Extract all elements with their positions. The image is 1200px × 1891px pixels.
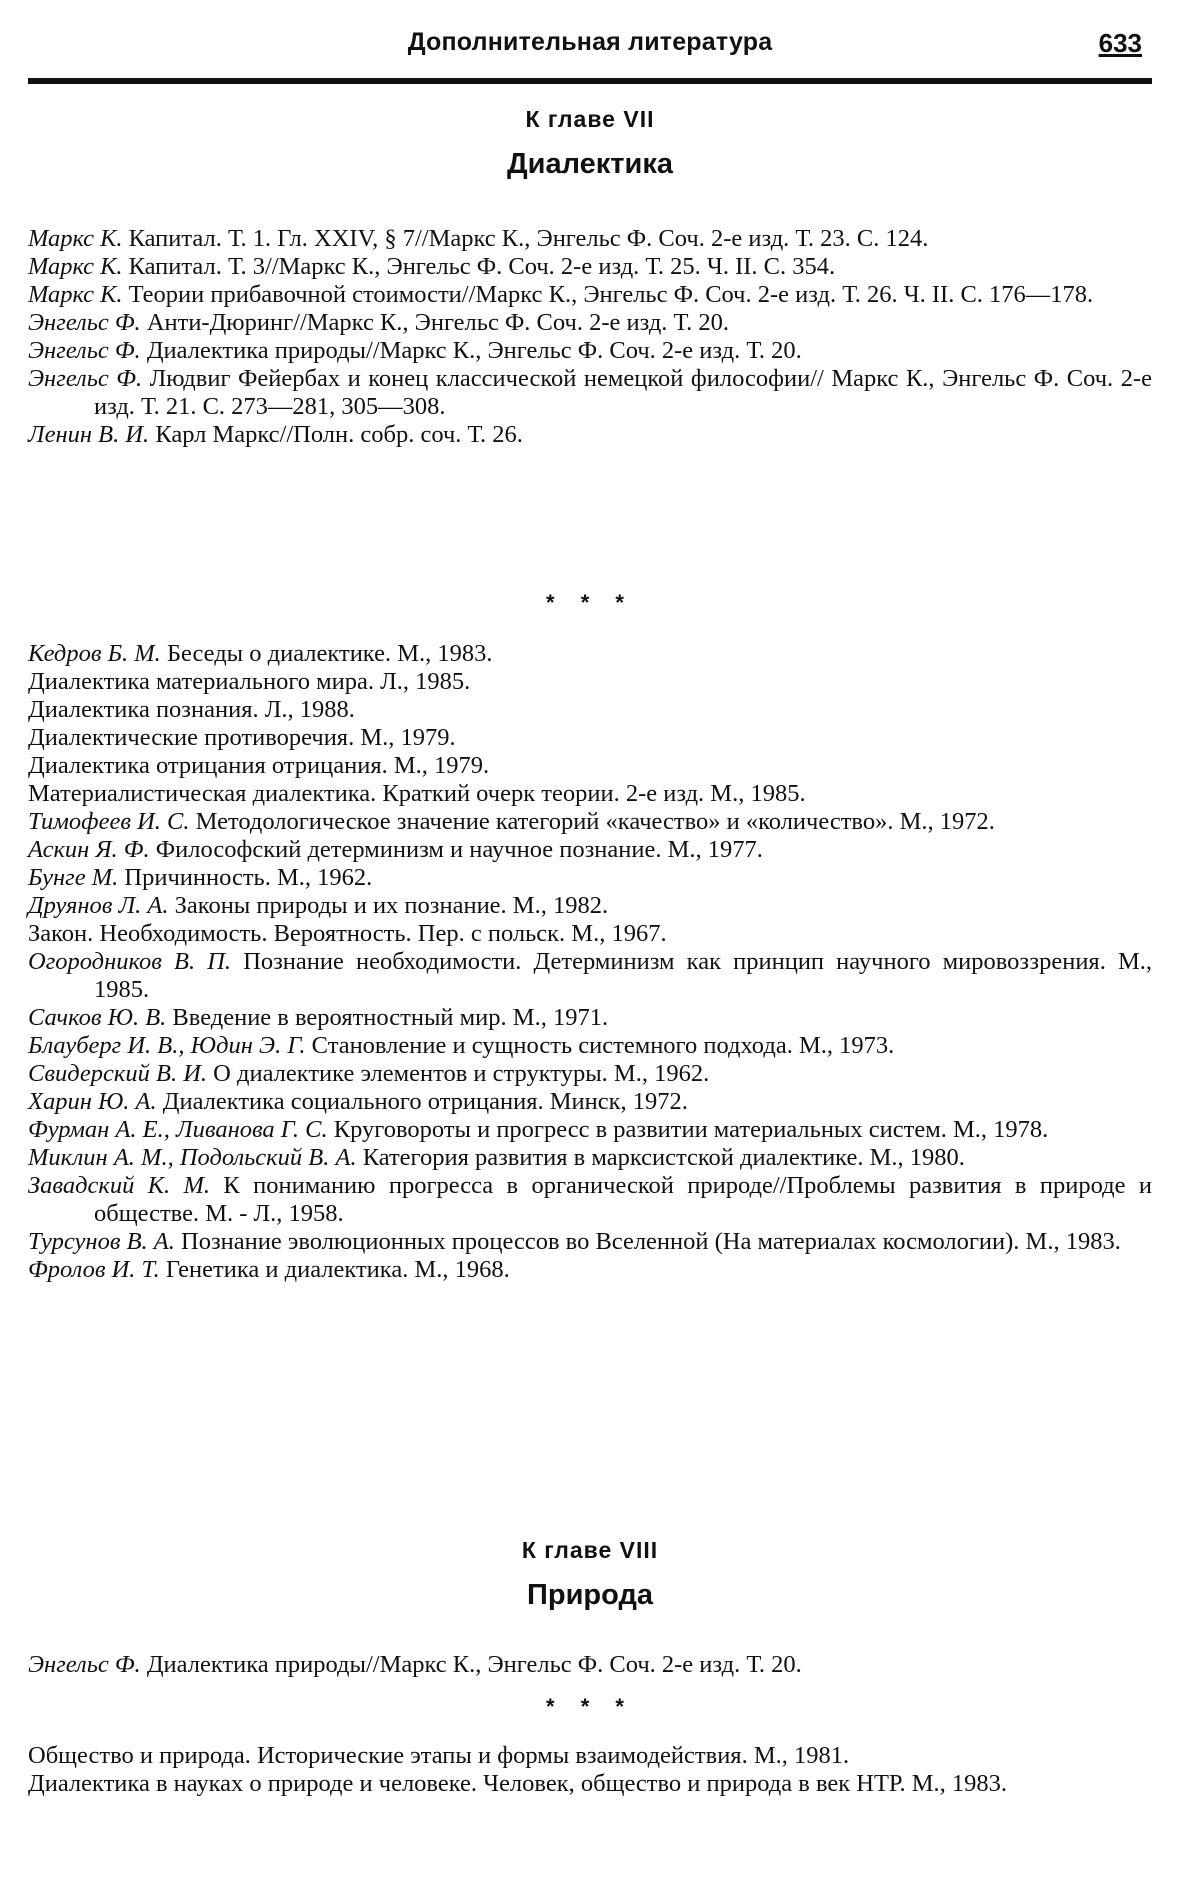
entry-text: Закон. Необходимость. Вероятность. Пер. с польск. М., 1967. bbox=[28, 920, 667, 947]
entry-author: Маркс К. bbox=[28, 281, 123, 308]
entry-text: Диалектика материального мира. Л., 1985. bbox=[28, 668, 471, 695]
bibliography-entry bbox=[28, 920, 1152, 948]
entry-author: Энгельс Ф. bbox=[28, 365, 143, 392]
bibliography-entry bbox=[28, 724, 1152, 752]
entry-text: Диалектика природы//Маркс К., Энгельс Ф. Соч. 2-е изд. Т. 20. bbox=[140, 337, 802, 364]
bibliography-entry bbox=[28, 668, 1152, 696]
bibliography-entry bbox=[28, 281, 1152, 309]
entry-text: Генетика и диалектика. М., 1968. bbox=[159, 1256, 510, 1283]
entry-author: Кедров Б. М. bbox=[28, 640, 161, 667]
entry-author: Миклин А. М., Подольский В. А. bbox=[28, 1144, 357, 1171]
chapter-8-secondary-list bbox=[28, 1742, 1152, 1798]
entry-text: Диалектика в науках о природе и человеке. Человек, общество и природа в век НТР. М., 1983. bbox=[28, 1770, 1008, 1797]
entry-text: Диалектика отрицания отрицания. М., 1979. bbox=[28, 752, 490, 779]
bibliography-entry bbox=[28, 780, 1152, 808]
entry-text: О диалектике элементов и структуры. М., 1962. bbox=[207, 1060, 710, 1087]
entry-author: Энгельс Ф. bbox=[28, 1651, 141, 1678]
entry-author: Свидерский В. И. bbox=[28, 1060, 208, 1087]
bibliography-entry bbox=[28, 1256, 1152, 1284]
entry-text: Беседы о диалектике. М., 1983. bbox=[160, 640, 493, 667]
entry-text: Людвиг Фейербах и конец классической немецкой философии// Маркс К., Энгельс Ф. Соч. 2-е изд. Т. 21. С. 273—281, 305—308. bbox=[94, 365, 1152, 420]
entry-author: Тимофеев И. С. bbox=[28, 808, 190, 835]
entry-text: Становление и сущность системного подхода. М., 1973. bbox=[305, 1032, 895, 1059]
bibliography-entry bbox=[28, 1742, 1152, 1770]
chapter-8-label: К главе VIII bbox=[521, 1537, 659, 1563]
entry-text: Круговороты и прогресс в развитии материальных систем. М., 1978. bbox=[327, 1116, 1049, 1143]
chapter-7-label: К главе VII bbox=[525, 106, 655, 132]
entry-text: Введение в вероятностный мир. М., 1971. bbox=[166, 1004, 609, 1031]
entry-text: Карл Маркс//Полн. собр. соч. Т. 26. bbox=[149, 421, 523, 448]
entry-text: Познание эволюционных процессов во Вселенной (На материалах космологии). М., 1983. bbox=[174, 1228, 1121, 1255]
chapter-8-primary-list bbox=[28, 1651, 1152, 1679]
section-divider-stars: * * * bbox=[546, 590, 634, 615]
entry-author: Энгельс Ф. bbox=[28, 309, 141, 336]
entry-author: Друянов Л. А. bbox=[28, 892, 169, 919]
bibliography-entry bbox=[28, 836, 1152, 864]
bibliography-entry bbox=[28, 1228, 1152, 1256]
entry-text: Диалектика природы//Маркс К., Энгельс Ф. Соч. 2-е изд. Т. 20. bbox=[140, 1651, 802, 1678]
entry-text: Методологическое значение категорий «качество» и «количество». М., 1972. bbox=[189, 808, 995, 835]
entry-author: Фролов И. Т. bbox=[28, 1256, 160, 1283]
page-number: 633 bbox=[1098, 28, 1142, 58]
chapter-8-title: Природа bbox=[527, 1579, 653, 1611]
entry-text: Капитал. Т. 3//Маркс К., Энгельс Ф. Соч. 2-е изд. Т. 25. Ч. II. С. 354. bbox=[122, 253, 836, 280]
entry-text: Материалистическая диалектика. Краткий очерк теории. 2-е изд. М., 1985. bbox=[28, 780, 806, 807]
entry-text: К пониманию прогресса в органической природе//Проблемы развития в природе и обществе. М. - Л., 1958. bbox=[94, 1172, 1152, 1227]
entry-author: Бунге М. bbox=[28, 864, 119, 891]
bibliography-entry bbox=[28, 337, 1152, 365]
bibliography-entry bbox=[28, 1116, 1152, 1144]
bibliography-entry bbox=[28, 225, 1152, 253]
entry-author: Фурман А. Е., Ливанова Г. С. bbox=[28, 1116, 328, 1143]
bibliography-entry bbox=[28, 253, 1152, 281]
entry-text: Диалектика познания. Л., 1988. bbox=[28, 696, 355, 723]
entry-text: Теории прибавочной стоимости//Маркс К., Энгельс Ф. Соч. 2-е изд. Т. 26. Ч. II. С. 176—178. bbox=[122, 281, 1094, 308]
bibliography-entry bbox=[28, 1032, 1152, 1060]
bibliography-entry bbox=[28, 365, 1152, 421]
entry-author: Турсунов В. А. bbox=[28, 1228, 175, 1255]
entry-author: Ленин В. И. bbox=[28, 421, 150, 448]
entry-text: Общество и природа. Исторические этапы и формы взаимодействия. М., 1981. bbox=[28, 1742, 850, 1769]
entry-author: Завадский К. М. bbox=[28, 1172, 211, 1199]
bibliography-entry bbox=[28, 421, 1152, 449]
bibliography-entry bbox=[28, 309, 1152, 337]
entry-text: Категория развития в марксистской диалектике. М., 1980. bbox=[356, 1144, 965, 1171]
section-divider-stars: * * * bbox=[546, 1694, 634, 1719]
entry-author: Блауберг И. В., Юдин Э. Г. bbox=[28, 1032, 306, 1059]
bibliography-entry bbox=[28, 1770, 1152, 1798]
running-head bbox=[28, 22, 1152, 60]
header-rule bbox=[28, 78, 1152, 84]
chapter-7-primary-list bbox=[28, 225, 1152, 449]
entry-text: Философский детерминизм и научное познание. М., 1977. bbox=[149, 836, 763, 863]
bibliography-entry bbox=[28, 696, 1152, 724]
chapter-7-title: Диалектика bbox=[507, 148, 673, 180]
entry-author: Огородников В. П. bbox=[28, 948, 232, 975]
entry-author: Харин Ю. А. bbox=[28, 1088, 157, 1115]
running-title: Дополнительная литература bbox=[407, 28, 773, 56]
bibliography-entry bbox=[28, 752, 1152, 780]
chapter-7-secondary-list bbox=[28, 640, 1152, 1284]
entry-text: Капитал. Т. 1. Гл. XXIV, § 7//Маркс К., Энгельс Ф. Соч. 2-е изд. Т. 23. С. 124. bbox=[122, 225, 929, 252]
entry-author: Маркс К. bbox=[28, 253, 123, 280]
entry-author: Сачков Ю. В. bbox=[28, 1004, 167, 1031]
bibliography-entry bbox=[28, 640, 1152, 668]
entry-text: Причинность. М., 1962. bbox=[118, 864, 373, 891]
bibliography-entry bbox=[28, 1004, 1152, 1032]
entry-text: Законы природы и их познание. М., 1982. bbox=[168, 892, 609, 919]
bibliography-entry bbox=[28, 808, 1152, 836]
entry-text: Анти-Дюринг//Маркс К., Энгельс Ф. Соч. 2-е изд. Т. 20. bbox=[140, 309, 729, 336]
entry-author: Маркс К. bbox=[28, 225, 123, 252]
entry-author: Энгельс Ф. bbox=[28, 337, 141, 364]
bibliography-entry bbox=[28, 864, 1152, 892]
bibliography-entry bbox=[28, 1088, 1152, 1116]
entry-text: Диалектика социального отрицания. Минск, 1972. bbox=[156, 1088, 688, 1115]
entry-text: Познание необходимости. Детерминизм как принцип научного мировоззрения. М., 1985. bbox=[94, 948, 1152, 1003]
bibliography-entry bbox=[28, 948, 1152, 1004]
entry-author: Аскин Я. Ф. bbox=[28, 836, 150, 863]
bibliography-entry bbox=[28, 892, 1152, 920]
bibliography-entry bbox=[28, 1172, 1152, 1228]
bibliography-entry bbox=[28, 1060, 1152, 1088]
entry-text: Диалектические противоречия. М., 1979. bbox=[28, 724, 456, 751]
bibliography-entry bbox=[28, 1144, 1152, 1172]
bibliography-entry bbox=[28, 1651, 1152, 1679]
